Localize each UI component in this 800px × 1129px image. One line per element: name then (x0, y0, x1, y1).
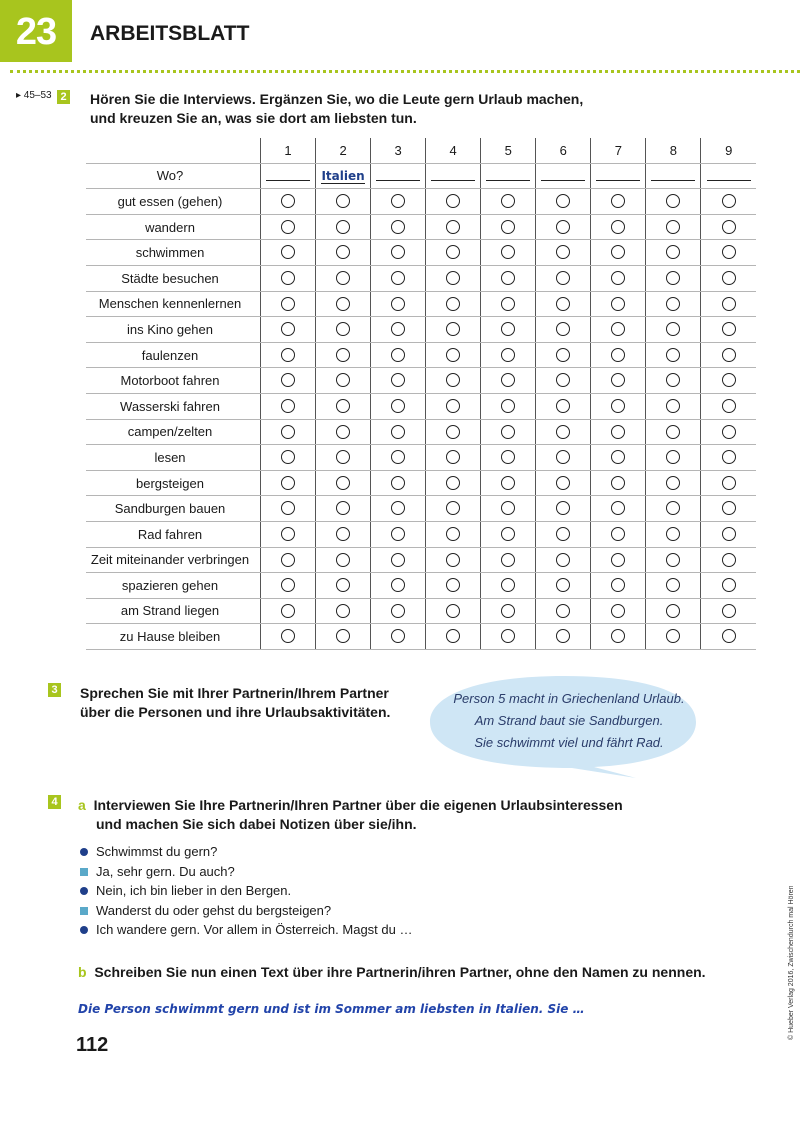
instruction-line: Sprechen Sie mit Ihrer Partnerin/Ihrem Partner (80, 685, 389, 701)
checkbox-circle[interactable] (281, 425, 295, 439)
checkbox-circle[interactable] (556, 527, 570, 541)
checkbox-circle[interactable] (391, 450, 405, 464)
square-bullet-icon (80, 907, 88, 915)
checkbox-circle[interactable] (666, 297, 680, 311)
checkbox-circle[interactable] (666, 271, 680, 285)
checkbox-circle[interactable] (501, 399, 515, 413)
checkbox-circle[interactable] (336, 348, 350, 362)
activity-row (86, 368, 756, 394)
instruction-line: und kreuzen Sie an, was sie dort am liebsten tun. (90, 110, 417, 126)
checkbox-circle[interactable] (391, 553, 405, 567)
checkbox-circle[interactable] (722, 450, 736, 464)
activity-label: bergsteigen (86, 470, 261, 496)
checkbox-circle[interactable] (446, 322, 460, 336)
activity-row (86, 342, 756, 368)
activity-row (86, 317, 756, 343)
dialog-text: Schwimmst du gern? (96, 844, 218, 859)
wo-blank[interactable] (707, 166, 751, 181)
checkbox-circle[interactable] (611, 297, 625, 311)
activity-row (86, 521, 756, 547)
checkbox-circle[interactable] (446, 297, 460, 311)
checkbox-circle[interactable] (666, 373, 680, 387)
checkbox-circle[interactable] (281, 450, 295, 464)
checkbox-circle[interactable] (722, 501, 736, 515)
checkbox-circle[interactable] (556, 399, 570, 413)
activity-row (86, 445, 756, 471)
checkbox-circle[interactable] (666, 425, 680, 439)
instruction-text: Schreiben Sie nun einen Text über ihre Partnerin/ihren Partner, ohne den Namen zu nennen. (94, 964, 706, 980)
checkbox-circle[interactable] (336, 297, 350, 311)
checkbox-circle[interactable] (336, 604, 350, 618)
column-header: 5 (481, 138, 536, 163)
dot-bullet-icon (80, 926, 88, 934)
checkbox-circle[interactable] (611, 194, 625, 208)
checkbox-circle[interactable] (501, 220, 515, 234)
checkbox-circle[interactable] (556, 501, 570, 515)
exercise-4a-instruction (78, 796, 623, 834)
checkbox-circle[interactable] (446, 553, 460, 567)
checkbox-circle[interactable] (501, 373, 515, 387)
checkbox-circle[interactable] (446, 527, 460, 541)
checkbox-circle[interactable] (722, 629, 736, 643)
checkbox-circle[interactable] (722, 578, 736, 592)
wo-blank[interactable] (431, 166, 475, 181)
activity-row (86, 214, 756, 240)
activity-row (86, 265, 756, 291)
checkbox-circle[interactable] (556, 322, 570, 336)
exercise-2-number: 2 (57, 90, 70, 104)
checkbox-circle[interactable] (501, 194, 515, 208)
activity-row (86, 291, 756, 317)
checkbox-circle[interactable] (446, 245, 460, 259)
speech-bubble (424, 672, 704, 780)
activity-row (86, 189, 756, 215)
checkbox-circle[interactable] (556, 220, 570, 234)
handwritten-sample-text: Die Person schwimmt gern und ist im Sommer am liebsten in Italien. Sie … (78, 1002, 585, 1016)
checkbox-circle[interactable] (666, 322, 680, 336)
activity-label: schwimmen (86, 240, 261, 266)
wo-blank[interactable] (541, 166, 585, 181)
checkbox-circle[interactable] (501, 297, 515, 311)
exercise-3-number: 3 (48, 683, 61, 697)
checkbox-circle[interactable] (446, 399, 460, 413)
checkbox-circle[interactable] (446, 629, 460, 643)
instruction-line (78, 796, 623, 815)
checkbox-circle[interactable] (611, 501, 625, 515)
checkbox-circle[interactable] (501, 629, 515, 643)
subtask-letter-a: a (78, 797, 86, 813)
square-bullet-icon (80, 868, 88, 876)
activity-label: campen/zelten (86, 419, 261, 445)
checkbox-circle[interactable] (722, 425, 736, 439)
checkbox-circle[interactable] (556, 271, 570, 285)
checkbox-circle[interactable] (281, 271, 295, 285)
checkbox-circle[interactable] (446, 348, 460, 362)
activity-label: zu Hause bleiben (86, 624, 261, 650)
wo-blank[interactable] (651, 166, 695, 181)
checkbox-circle[interactable] (611, 527, 625, 541)
checkbox-circle[interactable] (446, 476, 460, 490)
column-header: 3 (371, 138, 426, 163)
checkbox-circle[interactable] (556, 450, 570, 464)
header-divider (10, 70, 800, 73)
checkbox-circle[interactable] (446, 373, 460, 387)
checkbox-circle[interactable] (611, 271, 625, 285)
checkbox-circle[interactable] (666, 501, 680, 515)
checkbox-circle[interactable] (281, 348, 295, 362)
checkbox-circle[interactable] (501, 578, 515, 592)
exercise-4-number: 4 (48, 795, 61, 809)
activity-label: wandern (86, 214, 261, 240)
checkbox-circle[interactable] (446, 501, 460, 515)
checkbox-circle[interactable] (446, 194, 460, 208)
activity-label: Motorboot fahren (86, 368, 261, 394)
bubble-line: Person 5 macht in Griechenland Urlaub. (453, 691, 685, 706)
wo-label: Wo? (86, 163, 261, 189)
checkbox-circle[interactable] (281, 553, 295, 567)
checkbox-circle[interactable] (611, 322, 625, 336)
checkbox-circle[interactable] (666, 629, 680, 643)
checkbox-circle[interactable] (391, 245, 405, 259)
checkbox-circle[interactable] (501, 425, 515, 439)
sample-dialog (80, 842, 412, 940)
checkbox-circle[interactable] (722, 373, 736, 387)
checkbox-circle[interactable] (336, 322, 350, 336)
page-number: 112 (76, 1034, 109, 1056)
checkbox-circle[interactable] (336, 629, 350, 643)
activity-label: Sandburgen bauen (86, 496, 261, 522)
checkbox-circle[interactable] (556, 629, 570, 643)
checkbox-circle[interactable] (722, 348, 736, 362)
checkbox-circle[interactable] (391, 399, 405, 413)
checkbox-circle[interactable] (666, 450, 680, 464)
dialog-line (80, 881, 412, 901)
checkbox-circle[interactable] (281, 245, 295, 259)
checkbox-circle[interactable] (391, 271, 405, 285)
chapter-number-badge: 23 (0, 0, 72, 62)
checkbox-circle[interactable] (611, 476, 625, 490)
checkbox-circle[interactable] (556, 348, 570, 362)
checkbox-circle[interactable] (336, 373, 350, 387)
activity-row (86, 470, 756, 496)
checkbox-circle[interactable] (281, 194, 295, 208)
wo-blank[interactable] (266, 166, 310, 181)
activity-row (86, 573, 756, 599)
checkbox-circle[interactable] (391, 476, 405, 490)
dialog-line (80, 862, 412, 882)
bubble-line: Am Strand baut sie Sandburgen. (474, 713, 664, 728)
checkbox-circle[interactable] (556, 604, 570, 618)
checkbox-circle[interactable] (722, 220, 736, 234)
dialog-text: Ja, sehr gern. Du auch? (96, 863, 235, 879)
checkbox-circle[interactable] (722, 194, 736, 208)
checkbox-circle[interactable] (391, 220, 405, 234)
checkbox-circle[interactable] (666, 194, 680, 208)
checkbox-circle[interactable] (281, 322, 295, 336)
column-header: 8 (646, 138, 701, 163)
wo-blank[interactable] (596, 166, 640, 181)
activity-row (86, 624, 756, 650)
exercise-4b-instruction (78, 963, 706, 982)
checkbox-circle[interactable] (336, 578, 350, 592)
checkbox-circle[interactable] (391, 425, 405, 439)
instruction-line: über die Personen und ihre Urlaubsaktivitäten. (80, 704, 391, 720)
checkbox-circle[interactable] (446, 578, 460, 592)
checkbox-circle[interactable] (281, 399, 295, 413)
checkbox-circle[interactable] (556, 245, 570, 259)
checkbox-circle[interactable] (391, 527, 405, 541)
checkbox-circle[interactable] (501, 553, 515, 567)
activity-label: Wasserski fahren (86, 393, 261, 419)
page-title: ARBEITSBLATT (90, 22, 250, 45)
checkbox-circle[interactable] (722, 476, 736, 490)
checkbox-circle[interactable] (501, 348, 515, 362)
checkbox-circle[interactable] (281, 527, 295, 541)
checkbox-circle[interactable] (501, 245, 515, 259)
checkbox-circle[interactable] (281, 604, 295, 618)
checkbox-circle[interactable] (666, 476, 680, 490)
checkbox-circle[interactable] (336, 399, 350, 413)
activity-row (86, 598, 756, 624)
checkbox-circle[interactable] (391, 604, 405, 618)
checkbox-circle[interactable] (666, 348, 680, 362)
dot-bullet-icon (80, 848, 88, 856)
interview-grid (86, 138, 756, 650)
checkbox-circle[interactable] (336, 476, 350, 490)
instruction-line: Hören Sie die Interviews. Ergänzen Sie, wo die Leute gern Urlaub machen, (90, 91, 584, 107)
checkbox-circle[interactable] (611, 245, 625, 259)
checkbox-circle[interactable] (611, 450, 625, 464)
activity-label: spazieren gehen (86, 573, 261, 599)
activity-row (86, 240, 756, 266)
checkbox-circle[interactable] (281, 501, 295, 515)
checkbox-circle[interactable] (556, 297, 570, 311)
checkbox-circle[interactable] (446, 220, 460, 234)
checkbox-circle[interactable] (336, 194, 350, 208)
grid-corner (86, 138, 261, 163)
checkbox-circle[interactable] (556, 373, 570, 387)
checkbox-circle[interactable] (281, 629, 295, 643)
dialog-line (80, 920, 412, 940)
activity-label: am Strand liegen (86, 598, 261, 624)
checkbox-circle[interactable] (722, 399, 736, 413)
checkbox-circle[interactable] (722, 297, 736, 311)
dot-bullet-icon (80, 887, 88, 895)
activity-row (86, 547, 756, 573)
checkbox-circle[interactable] (391, 501, 405, 515)
activity-label: Rad fahren (86, 521, 261, 547)
checkbox-circle[interactable] (391, 322, 405, 336)
checkbox-circle[interactable] (281, 297, 295, 311)
instruction-line: und machen Sie sich dabei Notizen über sie/ihn. (96, 816, 417, 832)
activity-label: lesen (86, 445, 261, 471)
exercise-3-instruction (80, 684, 390, 722)
checkbox-circle[interactable] (722, 553, 736, 567)
activity-label: Menschen kennenlernen (86, 291, 261, 317)
checkbox-circle[interactable] (611, 399, 625, 413)
checkbox-circle[interactable] (281, 220, 295, 234)
checkbox-circle[interactable] (446, 450, 460, 464)
checkbox-circle[interactable] (611, 220, 625, 234)
checkbox-circle[interactable] (501, 527, 515, 541)
dialog-text: Nein, ich bin lieber in den Bergen. (96, 883, 292, 898)
dialog-text: Wanderst du oder gehst du bergsteigen? (96, 902, 332, 918)
checkbox-circle[interactable] (556, 578, 570, 592)
checkbox-circle[interactable] (666, 527, 680, 541)
dialog-line (80, 901, 412, 921)
checkbox-circle[interactable] (611, 604, 625, 618)
checkbox-circle[interactable] (556, 553, 570, 567)
checkbox-circle[interactable] (391, 629, 405, 643)
exercise-2-instruction (90, 90, 583, 128)
checkbox-circle[interactable] (391, 194, 405, 208)
audio-track-reference: ▸ 45–53 (16, 90, 52, 101)
activity-label: gut essen (gehen) (86, 189, 261, 215)
checkbox-circle[interactable] (611, 553, 625, 567)
wo-blank[interactable] (486, 166, 530, 181)
checkbox-circle[interactable] (556, 425, 570, 439)
checkbox-circle[interactable] (391, 373, 405, 387)
checkbox-circle[interactable] (722, 604, 736, 618)
checkbox-circle[interactable] (666, 220, 680, 234)
checkbox-circle[interactable] (336, 553, 350, 567)
dialog-text: Ich wandere gern. Vor allem in Österreich. Magst du … (96, 922, 413, 937)
checkbox-circle[interactable] (501, 604, 515, 618)
checkbox-circle[interactable] (501, 450, 515, 464)
activity-row (86, 393, 756, 419)
column-header: 9 (701, 138, 756, 163)
checkbox-circle[interactable] (446, 271, 460, 285)
checkbox-circle[interactable] (281, 373, 295, 387)
checkbox-circle[interactable] (611, 629, 625, 643)
dialog-line (80, 842, 412, 862)
checkbox-circle[interactable] (501, 476, 515, 490)
checkbox-circle[interactable] (666, 399, 680, 413)
checkbox-circle[interactable] (336, 271, 350, 285)
checkbox-circle[interactable] (722, 245, 736, 259)
checkbox-circle[interactable] (722, 271, 736, 285)
checkbox-circle[interactable] (336, 425, 350, 439)
checkbox-circle[interactable] (666, 245, 680, 259)
activity-row (86, 419, 756, 445)
activity-label: ins Kino gehen (86, 317, 261, 343)
grid-header-row (86, 138, 756, 163)
checkbox-circle[interactable] (281, 578, 295, 592)
wo-blank[interactable]: Italien (321, 168, 365, 183)
checkbox-circle[interactable] (391, 297, 405, 311)
checkbox-circle[interactable] (446, 604, 460, 618)
checkbox-circle[interactable] (336, 220, 350, 234)
checkbox-circle[interactable] (281, 476, 295, 490)
checkbox-circle[interactable] (501, 501, 515, 515)
checkbox-circle[interactable] (666, 604, 680, 618)
column-header: 2 (316, 138, 371, 163)
activity-label: Städte besuchen (86, 265, 261, 291)
column-header: 7 (591, 138, 646, 163)
checkbox-circle[interactable] (501, 322, 515, 336)
column-header: 6 (536, 138, 591, 163)
activity-label: faulenzen (86, 342, 261, 368)
instruction-text: Interviewen Sie Ihre Partnerin/Ihren Partner über die eigenen Urlaubsinteressen (93, 797, 623, 813)
speech-bubble-text (444, 688, 694, 754)
checkbox-circle[interactable] (336, 450, 350, 464)
checkbox-circle[interactable] (391, 348, 405, 362)
checkbox-circle[interactable] (556, 194, 570, 208)
subtask-letter-b: b (78, 964, 87, 980)
activity-row (86, 496, 756, 522)
checkbox-circle[interactable] (446, 425, 460, 439)
checkbox-circle[interactable] (611, 348, 625, 362)
wo-row (86, 163, 756, 189)
checkbox-circle[interactable] (611, 425, 625, 439)
checkbox-circle[interactable] (666, 553, 680, 567)
checkbox-circle[interactable] (391, 578, 405, 592)
checkbox-circle[interactable] (336, 527, 350, 541)
bubble-line: Sie schwimmt viel und fährt Rad. (474, 735, 664, 750)
copyright-notice: © Hueber Verlag 2016, Zwischendurch mal Hören (788, 885, 795, 1040)
checkbox-circle[interactable] (336, 245, 350, 259)
activity-label: Zeit miteinander verbringen (86, 547, 261, 573)
checkbox-circle[interactable] (666, 578, 680, 592)
checkbox-circle[interactable] (722, 322, 736, 336)
column-header: 4 (426, 138, 481, 163)
column-header: 1 (261, 138, 316, 163)
checkbox-circle[interactable] (722, 527, 736, 541)
checkbox-circle[interactable] (611, 373, 625, 387)
checkbox-circle[interactable] (501, 271, 515, 285)
checkbox-circle[interactable] (611, 578, 625, 592)
checkbox-circle[interactable] (556, 476, 570, 490)
wo-blank[interactable] (376, 166, 420, 181)
checkbox-circle[interactable] (336, 501, 350, 515)
